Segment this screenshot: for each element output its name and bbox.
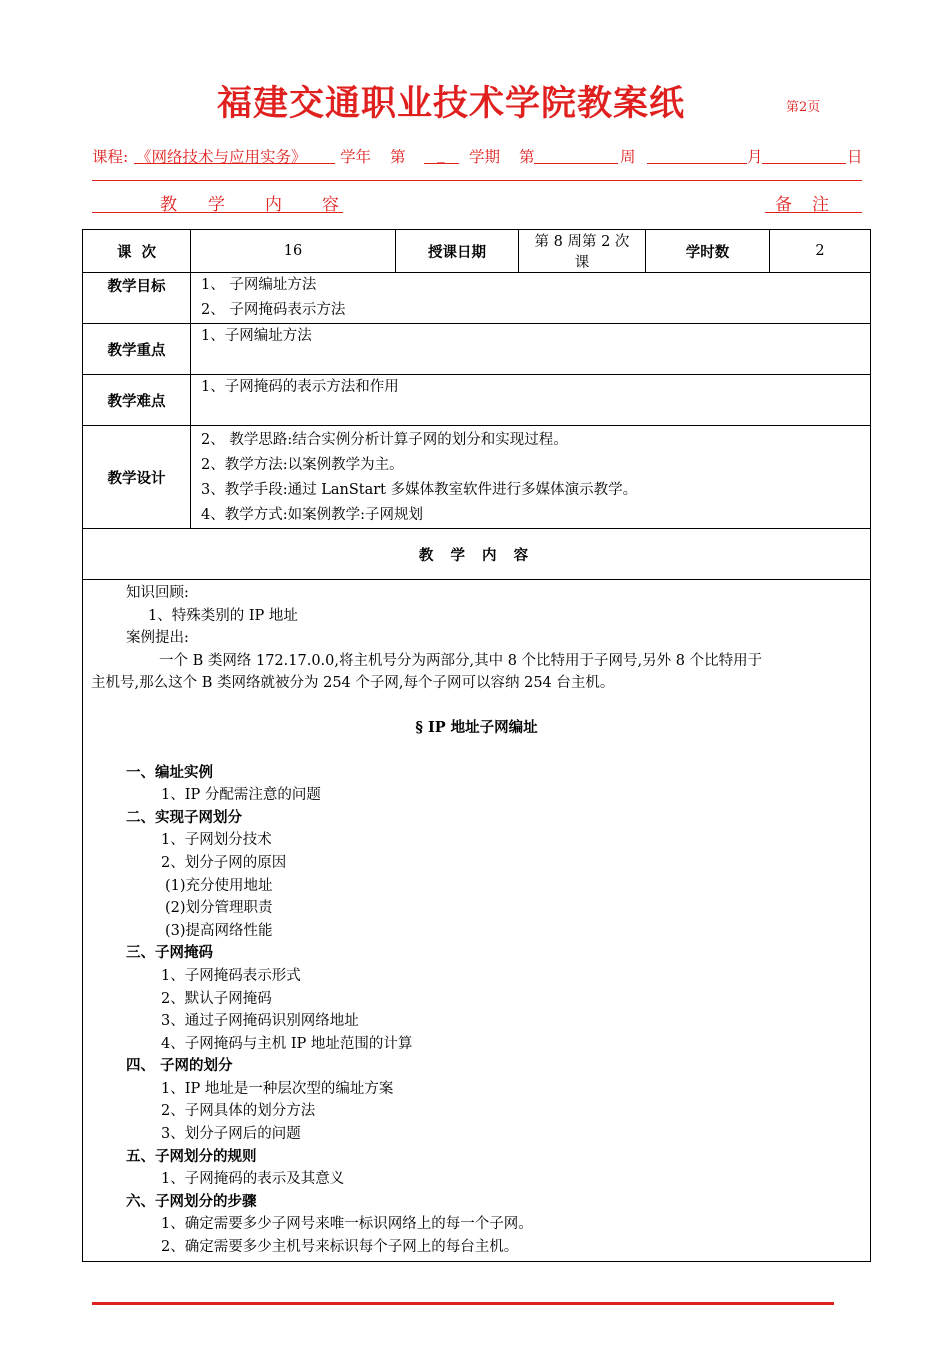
- lesson-number-label: 课 次: [83, 230, 191, 273]
- week-underline: [534, 163, 618, 164]
- lesson-info-row: [83, 230, 871, 273]
- design-item: 2、 教学思路:结合实例分析计算子网的划分和实现过程。: [201, 432, 568, 448]
- section-item: 4、子网掩码与主机 IP 地址范围的计算: [161, 1035, 413, 1052]
- course-name: 《网络技术与应用实务》: [136, 148, 307, 166]
- section-item: 1、子网掩码的表示及其意义: [161, 1171, 345, 1188]
- review-label: 知识回顾:: [126, 585, 189, 601]
- goals-row: [83, 273, 871, 324]
- section-title: § IP 地址子网编址: [415, 718, 538, 736]
- design-item: 3、教学手段:通过 LanStart 多媒体教室软件进行多媒体演示教学。: [201, 482, 638, 498]
- key-points-row: [83, 324, 871, 375]
- design-label: 教学设计: [83, 426, 191, 529]
- section-heading: 四、 子网的划分: [126, 1057, 233, 1075]
- content-row: [83, 580, 871, 1262]
- term-label: 学期: [469, 148, 501, 166]
- difficulty-label: 教学难点: [83, 375, 191, 426]
- document-title: 福建交通职业技术学院教案纸: [216, 83, 685, 124]
- header-rule: [92, 180, 862, 181]
- week-di: 第: [519, 148, 535, 166]
- lesson-date: 第 8 周第 2 次课: [519, 230, 646, 273]
- design-row: [83, 426, 871, 529]
- section-item: 2、确定需要多少主机号来标识每个子网上的每台主机。: [161, 1239, 519, 1256]
- section-item: 1、IP 分配需注意的问题: [161, 787, 321, 804]
- key-points-cell: [191, 324, 871, 375]
- year-label: 学年: [340, 148, 372, 166]
- section-subitem: (1)充分使用地址: [165, 877, 273, 894]
- page-number: 第2页: [786, 100, 821, 115]
- content-heading-rule: [92, 212, 343, 213]
- goal-item: 1、 子网编址方法: [201, 277, 317, 293]
- section-item: 2、默认子网掩码: [161, 990, 272, 1007]
- day-label: 日: [847, 148, 863, 166]
- footer-rule: [92, 1302, 834, 1305]
- month-label: 月: [747, 148, 763, 166]
- term-di: 第: [390, 148, 406, 166]
- remark-heading-rule: [765, 212, 862, 213]
- heading-jiao: 教: [160, 195, 177, 215]
- section-heading: 二、实现子网划分: [126, 808, 242, 826]
- content-cell: [83, 580, 871, 1262]
- term-blank: _: [437, 145, 445, 163]
- key-points-label: 教学重点: [83, 324, 191, 375]
- lesson-plan-table: [82, 229, 871, 1262]
- month-underline: [647, 163, 747, 164]
- design-cell: [191, 426, 871, 529]
- lesson-number: 16: [191, 230, 396, 273]
- heading-nei: 内: [265, 195, 282, 215]
- difficulty-cell: [191, 375, 871, 426]
- week-label: 周: [620, 148, 636, 166]
- lesson-date-label: 授课日期: [396, 230, 519, 273]
- content-header: 教 学 内 容: [83, 529, 871, 580]
- design-item: 4、教学方式:如案例教学:子网规划: [201, 507, 423, 523]
- section-item: 1、IP 地址是一种层次型的编址方案: [161, 1080, 394, 1097]
- day-underline: [762, 163, 846, 164]
- section-subitem: (3)提高网络性能: [165, 922, 273, 939]
- section-heading: 五、子网划分的规则: [126, 1147, 257, 1165]
- section-subitem: (2)划分管理职责: [165, 900, 273, 917]
- goal-item: 2、 子网掩码表示方法: [201, 302, 346, 318]
- course-underline: [134, 163, 335, 164]
- term-underline: [424, 163, 459, 164]
- case-text: 主机号,那么这个 B 类网络就被分为 254 个子网,每个子网可以容纳 254 台主机。: [91, 675, 615, 692]
- case-text: 一个 B 类网络 172.17.0.0,将主机号分为两部分,其中 8 个比特用于子网号,另外 8 个比特用于: [159, 652, 763, 669]
- lesson-hours-label: 学时数: [646, 230, 770, 273]
- difficulty-item: 1、子网掩码的表示方法和作用: [201, 379, 399, 395]
- goals-cell: [191, 273, 871, 324]
- section-item: 1、子网掩码表示形式: [161, 967, 301, 984]
- section-heading: 六、子网划分的步骤: [126, 1192, 257, 1210]
- heading-bei: 备: [775, 195, 792, 215]
- course-label: 课程:: [92, 148, 129, 166]
- content-header-row: [83, 529, 871, 580]
- section-item: 1、子网划分技术: [161, 832, 272, 849]
- section-heading: 三、子网掩码: [126, 944, 213, 962]
- lesson-hours: 2: [770, 230, 871, 273]
- heading-zhu: 注: [812, 195, 829, 215]
- goals-label: 教学目标: [83, 273, 191, 324]
- section-item: 2、子网具体的划分方法: [161, 1103, 316, 1120]
- key-point-item: 1、子网编址方法: [201, 328, 312, 344]
- design-item: 2、教学方法:以案例教学为主。: [201, 457, 404, 473]
- heading-xue: 学: [208, 195, 225, 215]
- section-heading: 一、编址实例: [126, 763, 213, 781]
- section-item: 3、划分子网后的问题: [161, 1126, 301, 1143]
- review-item: 1、特殊类别的 IP 地址: [148, 607, 298, 624]
- heading-rong: 容: [322, 195, 339, 215]
- section-item: 2、划分子网的原因: [161, 854, 287, 871]
- section-item: 3、通过子网掩码识别网络地址: [161, 1013, 359, 1030]
- difficulty-row: [83, 375, 871, 426]
- section-item: 1、确定需要多少子网号来唯一标识网络上的每一个子网。: [161, 1216, 533, 1233]
- case-label: 案例提出:: [126, 630, 189, 647]
